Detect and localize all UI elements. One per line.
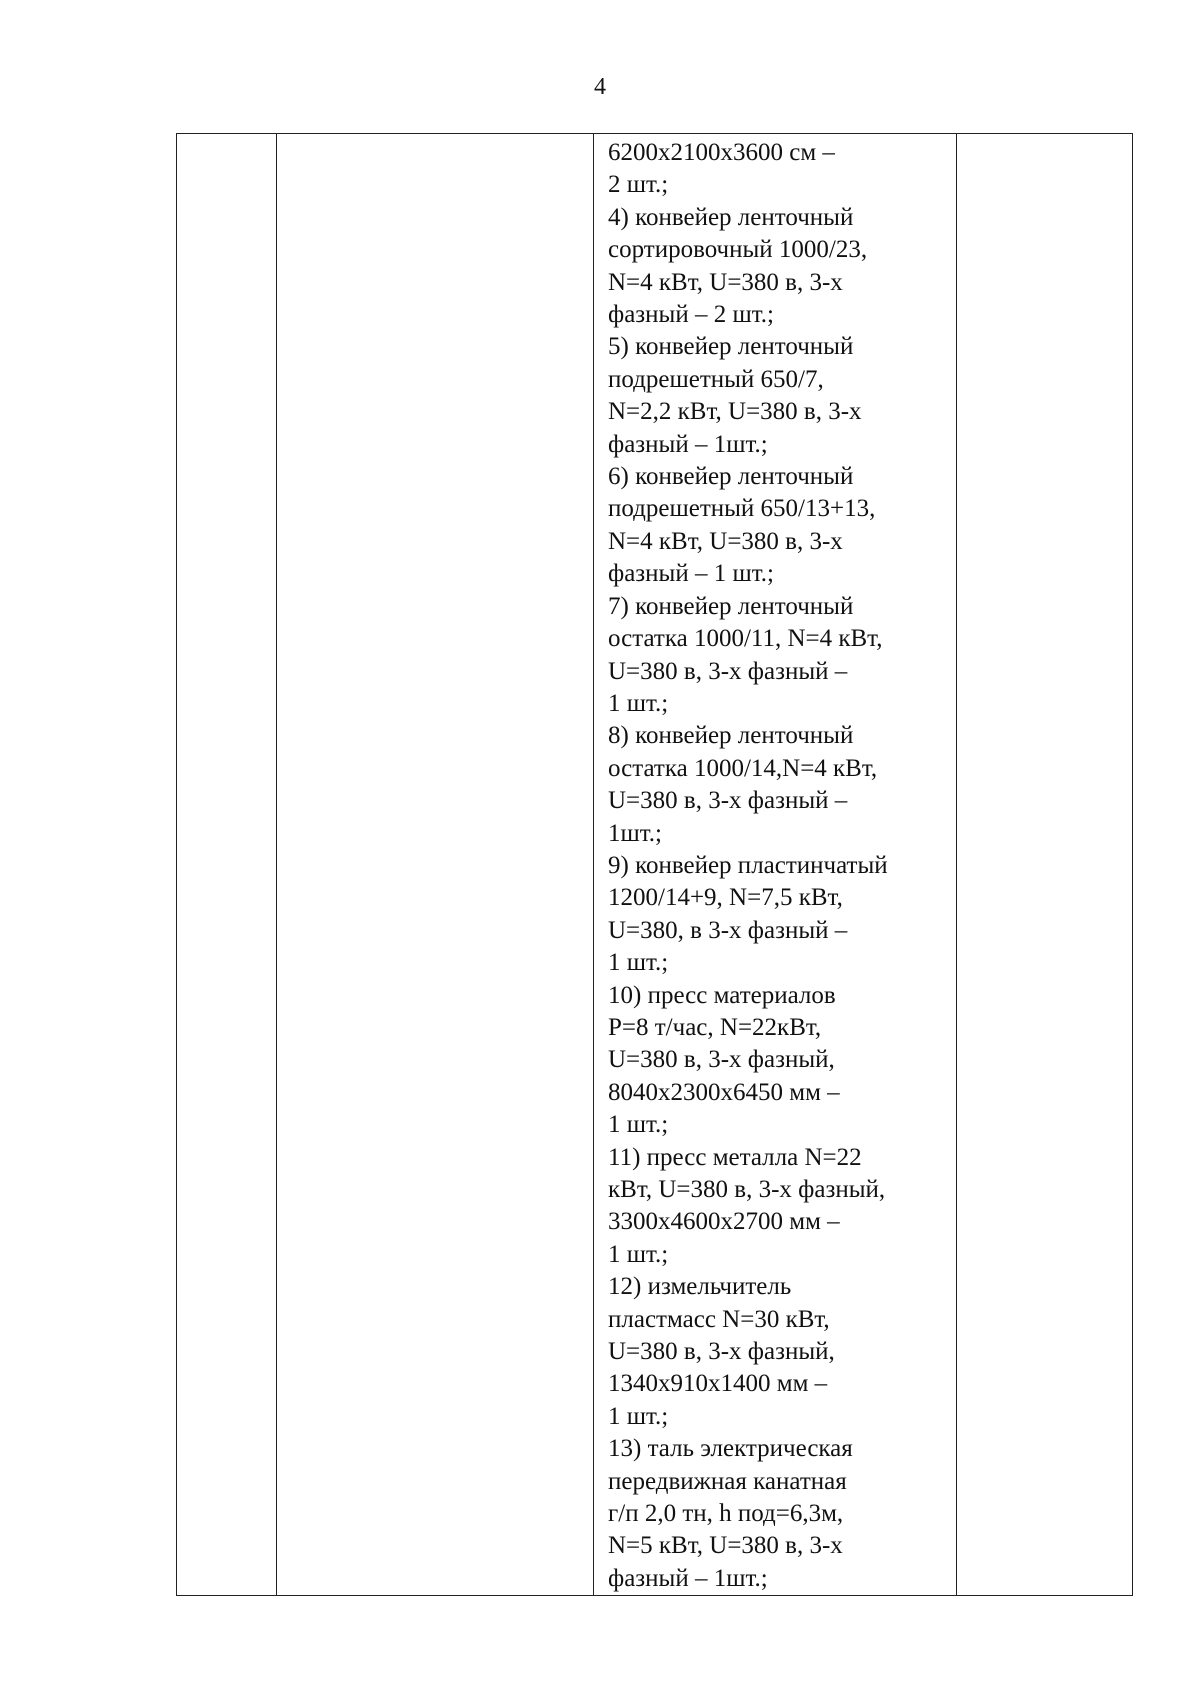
- equipment-list-line: N=2,2 кВт, U=380 в, 3-х: [608, 398, 862, 426]
- equipment-list-line: 1 шт.;: [608, 689, 669, 717]
- equipment-list-line: пластмасс N=30 кВт,: [608, 1305, 830, 1333]
- equipment-list-line: 3300х4600х2700 мм –: [608, 1208, 840, 1236]
- equipment-list-line: 1 шт.;: [608, 949, 669, 977]
- equipment-list-line: 2 шт.;: [608, 171, 669, 199]
- equipment-list-line: 1 шт.;: [608, 1111, 669, 1139]
- equipment-list-line: N=4 кВт, U=380 в, 3-х: [608, 527, 843, 555]
- equipment-list-line: г/п 2,0 тн, h под=6,3м,: [608, 1500, 844, 1528]
- equipment-list-line: 13) таль электрическая: [608, 1435, 853, 1463]
- table-cell-empty-1: [177, 134, 277, 1596]
- equipment-list-line: 6200х2100х3600 см –: [608, 139, 835, 166]
- equipment-list-line: 9) конвейер пластинчатый: [608, 851, 888, 879]
- equipment-list-line: остатка 1000/14,N=4 кВт,: [608, 754, 878, 782]
- equipment-list-line: 12) измельчитель: [608, 1273, 792, 1301]
- equipment-list-line: U=380 в, 3-х фазный –: [608, 787, 848, 815]
- equipment-list-line: 1шт.;: [608, 819, 662, 847]
- page-number: 4: [594, 74, 606, 100]
- equipment-list-line: остатка 1000/11, N=4 кВт,: [608, 625, 883, 653]
- equipment-list-line: сортировочный 1000/23,: [608, 236, 868, 264]
- equipment-list-line: N=5 кВт, U=380 в, 3-х: [608, 1532, 843, 1560]
- equipment-list-line: 7) конвейер ленточный: [608, 592, 854, 620]
- equipment-list-line: 8040х2300х6450 мм –: [608, 1078, 840, 1106]
- equipment-list-line: передвижная канатная: [608, 1467, 847, 1495]
- table-cell-empty-2: [277, 134, 594, 1596]
- equipment-list-line: 1340х910х1400 мм –: [608, 1370, 828, 1398]
- equipment-list-cell: [594, 134, 957, 1596]
- equipment-list-line: 8) конвейер ленточный: [608, 722, 854, 750]
- equipment-list-line: U=380 в, 3-х фазный –: [608, 657, 848, 685]
- equipment-list-line: подрешетный 650/7,: [608, 365, 824, 393]
- equipment-list-line: 10) пресс материалов: [608, 981, 836, 1009]
- equipment-list-line: кВт, U=380 в, 3-х фазный,: [608, 1176, 886, 1203]
- equipment-table: [176, 133, 1133, 1596]
- equipment-list-line: 1 шт.;: [608, 1402, 669, 1430]
- equipment-list-line: 1 шт.;: [608, 1240, 669, 1268]
- equipment-list-line: фазный – 2 шт.;: [608, 301, 774, 329]
- equipment-list-line: 11) пресс металла N=22: [608, 1143, 862, 1171]
- table-cell-empty-4: [957, 134, 1133, 1596]
- equipment-list-line: 6) конвейер ленточный: [608, 463, 854, 491]
- equipment-list-line: фазный – 1шт.;: [608, 1564, 768, 1592]
- equipment-list-line: фазный – 1шт.;: [608, 430, 768, 458]
- equipment-list-line: U=380 в, 3-х фазный,: [608, 1046, 835, 1074]
- equipment-list-line: фазный – 1 шт.;: [608, 560, 774, 588]
- equipment-list-line: 4) конвейер ленточный: [608, 203, 854, 231]
- equipment-list-line: 5) конвейер ленточный: [608, 333, 854, 361]
- equipment-list-line: U=380 в, 3-х фазный,: [608, 1338, 835, 1366]
- table-row: [177, 134, 1133, 1596]
- equipment-list-line: U=380, в 3-х фазный –: [608, 916, 848, 944]
- equipment-list: [608, 137, 948, 1595]
- equipment-list-line: 1200/14+9, N=7,5 кВт,: [608, 884, 843, 912]
- equipment-list-line: подрешетный 650/13+13,: [608, 495, 876, 523]
- equipment-list-line: N=4 кВт, U=380 в, 3-х: [608, 268, 843, 296]
- equipment-list-line: P=8 т/час, N=22кВт,: [608, 1013, 822, 1041]
